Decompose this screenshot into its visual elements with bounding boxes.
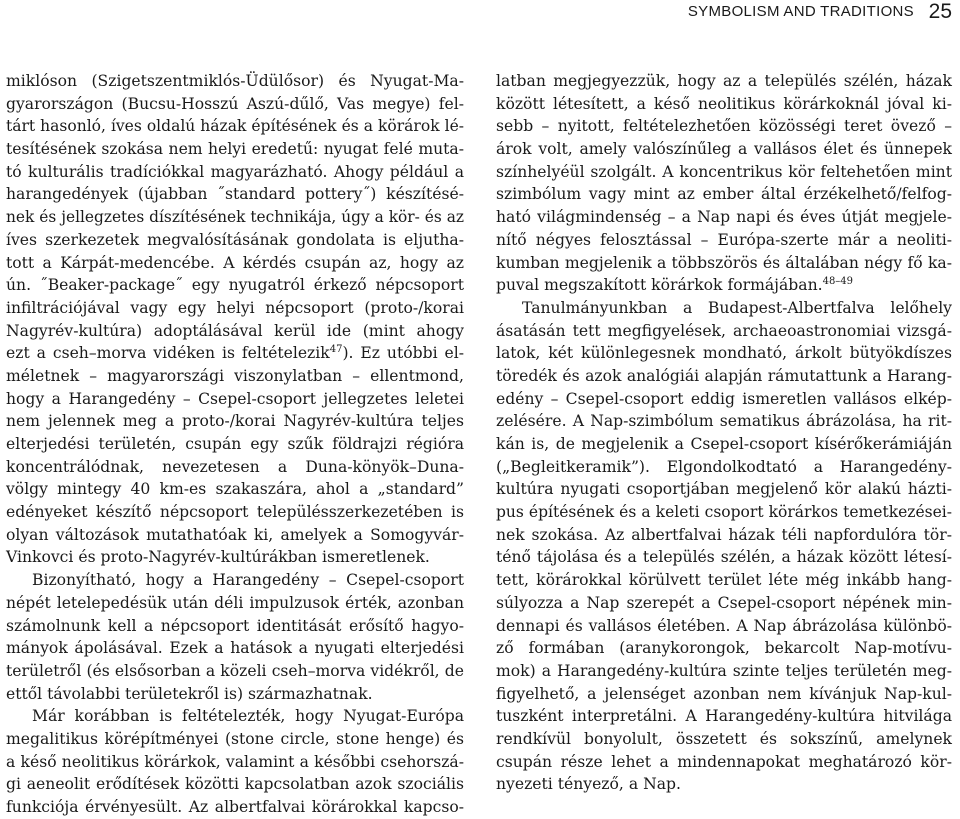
- text-line: árok volt, amely valószínűleg a vallásos élet és ünnepek: [496, 140, 952, 159]
- text-line: funkciója érvényesült. Az albertfalvai körárokkal kapcso-: [6, 798, 464, 816]
- text-line: edény – Csepel-csoport eddig ismeretlen vallásos elkép-: [496, 389, 952, 408]
- text-line: a késő neolitikus körárkok, valamint a későbbi csehorszá-: [6, 752, 464, 771]
- text-line: Bizonyítható, hogy a Harangedény – Csepel-csoport: [32, 571, 464, 590]
- text-line: tó kulturális tradíciókkal magyarázható. Ahogy például a: [6, 162, 464, 181]
- text-line: pus építésének és a keleti csoport körárkos temetkezései-: [496, 503, 952, 522]
- left-column: [6, 70, 464, 819]
- running-header: [0, 0, 960, 30]
- text-line: között létesített, a késő neolitikus körárkoknál jóval ki-: [496, 94, 952, 113]
- text-line: Nagyrév-kultúra) adoptálásával kerül ide (mint ahogy: [6, 321, 464, 340]
- text-line: tett, körárokkal körülvett terület léte még inkább hang-: [496, 571, 952, 590]
- footnote-ref-48-49: 48–49: [822, 276, 854, 288]
- text-line: íves szerkezetek megvalósításának gondolata is eljutha-: [6, 230, 464, 249]
- text-line: mok) a Harangedény-kultúra szinte teljes területén meg-: [496, 661, 952, 680]
- text-line: számolnunk kell a népcsoport identitását erősítő hagyo-: [6, 616, 464, 635]
- text-line: („Begleitkeramik”). Elgondolkodtató a Harangedény-: [496, 457, 952, 476]
- text-line: szimbólum vagy mint az ember által érzékelhető/felfog-: [496, 185, 952, 204]
- text-line: tesítésének szokása nem helyi eredetű: nyugat felé muta-: [6, 140, 464, 159]
- text-line: harangedények (újabban ˝standard pottery˝) készítésé-: [6, 185, 464, 204]
- text-line: koncentrálódnak, nevezetesen a Duna-könyök–Duna-: [6, 457, 464, 476]
- text-line: latban megjegyezzük, hogy az a település szélén, házak: [496, 72, 952, 90]
- text-line: töredék és azok analógiái alapján rámutattunk a Harang-: [496, 366, 952, 385]
- text-line: megalitikus körépítményei (stone circle, stone henge) és: [6, 729, 464, 748]
- text-segment: ). Ez utóbbi el-: [342, 344, 464, 363]
- text-line: tuszként interpretálni. A Harangedény-kultúra hitvilága: [496, 707, 952, 726]
- text-segment: ezt a cseh–morva vidéken is feltételezik: [6, 344, 330, 363]
- text-line: Már korábban is feltételezték, hogy Nyugat-Európa: [32, 707, 464, 726]
- text-line: kultúra nyugati csoportjában megjelenő kör alakú házti-: [496, 480, 952, 499]
- text-line: elterjedési területén, csupán egy szűk földrajzi régióra: [6, 435, 464, 453]
- text-line: ható világmindenség – a Nap napi és éves útját megjele-: [496, 208, 952, 227]
- text-line: csupán része lehet a mindennapokat meghatározó kör-: [496, 752, 952, 771]
- right-column: [496, 70, 952, 796]
- text-line: ásatásán tett megfigyelések, archaeoastronomiai vizsgá-: [496, 321, 952, 340]
- text-line: nek szokása. Az albertfalvai házak téli napfordulóra tör-: [496, 525, 952, 544]
- text-line: infiltrációjával vagy egy helyi népcsoport (proto-/korai: [6, 298, 464, 317]
- text-line: kumban megjelenik a többszörös és általában négy fő ka-: [496, 253, 952, 272]
- text-line: gi aeneolit erődítések közötti kapcsolatban azok szociális: [6, 775, 464, 794]
- text-line: ző formában (aranykorongok, bekarcolt Nap-motívu-: [496, 639, 952, 658]
- text-line: hogy a Harangedény – Csepel-csoport jellegzetes leletei: [6, 389, 464, 408]
- text-line: völgy mintegy 40 km-es szakaszára, ahol a „standard”: [6, 480, 464, 499]
- text-line: területről (és elsősorban a közeli cseh–morva vidékről, de: [6, 661, 464, 680]
- text-line: olyan változások mutathatóak ki, amelyek a Somogyvár-: [6, 525, 464, 544]
- text-line-with-footnote: [496, 274, 952, 297]
- text-line: nítő négyes felosztással – Európa-szerte már a neoliti-: [496, 230, 952, 249]
- text-line: latok, két különlegesnek mondható, árkolt bütyökdíszes: [496, 344, 952, 363]
- text-line: Tanulmányunkban a Budapest-Albertfalva lelőhely: [522, 298, 952, 317]
- text-line: miklóson (Szigetszentmiklós-Üdülősor) és Nyugat-Ma-: [6, 72, 464, 90]
- text-line: tárt hasonló, íves oldalú házak építésének és a körárok lé-: [6, 117, 464, 136]
- text-line: ún. ˝Beaker-package˝ egy nyugatról érkező népcsoport: [6, 276, 464, 295]
- text-line: nek és jellegzetes díszítésének technikája, úgy a kör- és az: [6, 208, 464, 227]
- text-segment: puval megszakított körárkok formájában.: [496, 276, 823, 295]
- text-line: súlyozza a Nap szerepét a Csepel-csoport népének min-: [496, 593, 952, 612]
- text-line: nyezeti tényező, a Nap.: [496, 775, 681, 794]
- text-line: mányok ápolásával. Ezek a hatások a nyugati elterjedési: [6, 639, 464, 658]
- text-line: rendkívül bonyolult, összetett és sokszínű, amelynek: [496, 729, 952, 748]
- text-line: edényeket készítő népcsoport településszerkezetében is: [6, 503, 464, 522]
- text-line: nem jelennek meg a proto-/korai Nagyrév-kultúra teljes: [6, 412, 464, 431]
- text-line: színhelyéül szolgált. A koncentrikus kör feltehetően mint: [496, 162, 952, 181]
- text-line: Vinkovci és proto-Nagyrév-kultúrákban ismeretlenek.: [6, 548, 430, 567]
- page-number: 25: [928, 0, 952, 23]
- text-line: népét letelepedésük után déli impulzusok érték, azonban: [6, 593, 464, 612]
- text-line: ettől távolabbi területekről is) származhatnak.: [6, 684, 373, 703]
- running-title: SYMBOLISM AND TRADITIONS: [687, 3, 914, 20]
- text-line: kán is, de megjelenik a Csepel-csoport kísérőkerámiáján: [496, 435, 952, 453]
- text-line: dennapi és vallásos életében. A Nap ábrázolása különbö-: [496, 616, 952, 635]
- text-line: tott a Kárpát-medencébe. A kérdés csupán az, hogy az: [6, 253, 464, 272]
- text-line: ténő tájolása és a település szélén, a házak között létesí-: [496, 548, 952, 567]
- text-line: zelésére. A Nap-szimbólum sematikus ábrázolása, ha rit-: [496, 412, 952, 431]
- text-line: gyarországon (Bucsu-Hosszú Aszú-dűlő, Vas megye) fel-: [6, 94, 464, 113]
- text-line: figyelhető, a jelenséget azonban nem kívánjuk Nap-kul-: [496, 684, 952, 703]
- footnote-ref-47: 47: [329, 344, 343, 356]
- text-line: méletnek – magyarországi viszonylatban – ellentmond,: [6, 366, 464, 385]
- text-line-with-footnote: [6, 342, 464, 365]
- text-line: sebb – nyitott, feltételezhetően közösségi teret övező –: [496, 117, 952, 136]
